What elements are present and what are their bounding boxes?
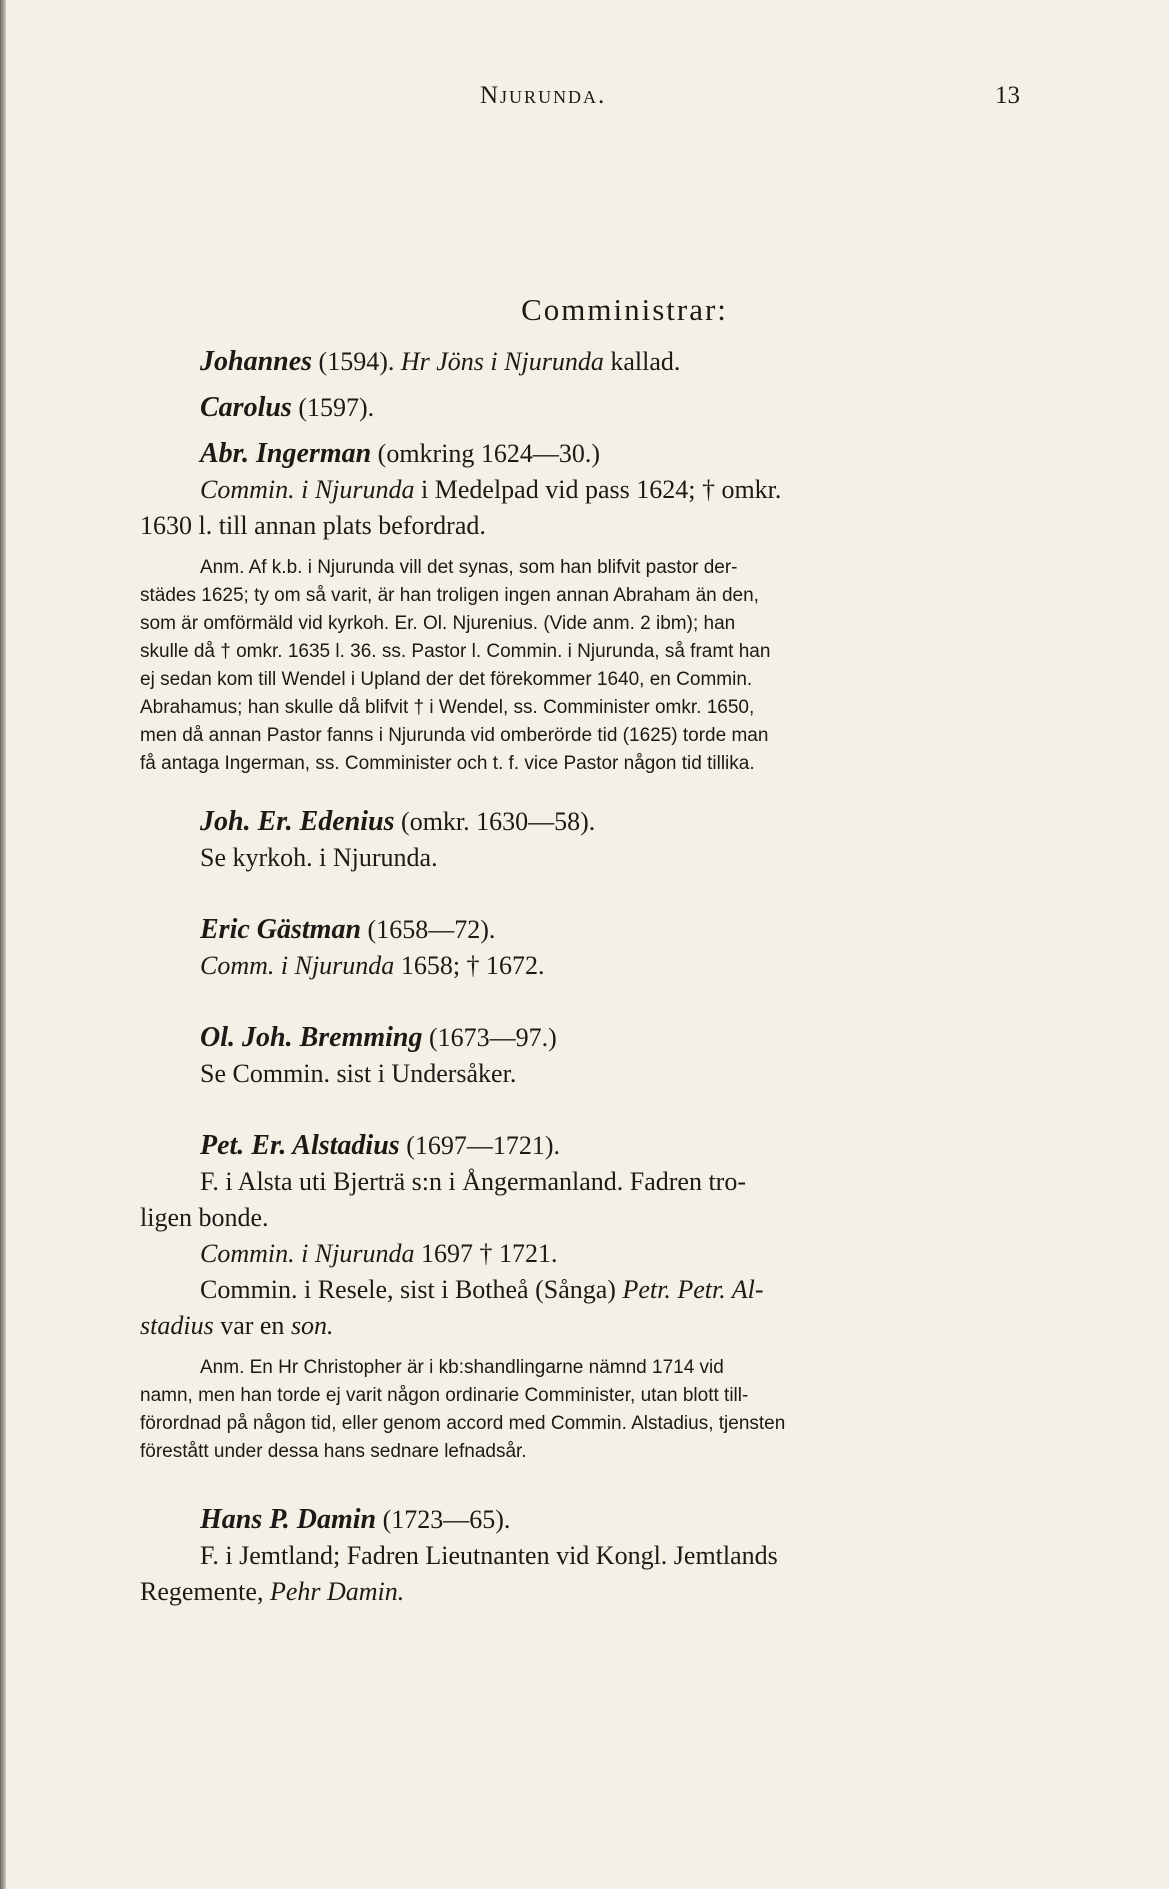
annotation-line: Anm. Af k.b. i Njurunda vill det synas, som han blifvit pastor der- (200, 557, 738, 578)
entry-ingerman (140, 436, 1030, 472)
entry-damin (140, 1502, 1030, 1538)
entry-line: Comm. i Njurunda 1658; † 1672. (200, 951, 545, 980)
annotation-line: städes 1625; ty om så varit, är han troligen ingen annan Abraham än den, (140, 585, 759, 606)
entry-line: ligen bonde. (140, 1203, 269, 1232)
entry-gastman (140, 912, 1030, 948)
annotation-line: förordnad på någon tid, eller genom accord med Commin. Alstadius, tjensten (140, 1413, 786, 1434)
entry-carolus (140, 390, 1030, 426)
entry-name: Johannes (200, 346, 313, 377)
entry-line: 1630 l. till annan plats befordrad. (140, 511, 486, 540)
entry-line: Commin. i Njurunda i Medelpad vid pass 1624; † omkr. (200, 475, 782, 504)
annotation-line: förestått under dessa hans sednare lefnadsår. (140, 1441, 527, 1462)
running-head-title: Njurunda. (480, 82, 607, 109)
entry-dates: (omkr. 1630—58). (394, 807, 596, 836)
entry-name: Pet. Er. Alstadius (200, 1130, 400, 1161)
annotation-line: namn, men han torde ej varit någon ordinarie Comminister, utan blott till- (140, 1385, 749, 1406)
page-edge (0, 0, 6, 1889)
entry-dates: (1594). (312, 347, 401, 376)
entry-name: Eric Gästman (200, 914, 362, 945)
annotation-line: som är omförmäld vid kyrkoh. Er. Ol. Njurenius. (Vide anm. 2 ibm); han (140, 613, 736, 634)
entry-johannes (140, 344, 1030, 380)
annotation-line: Abrahamus; han skulle då blifvit † i Wendel, ss. Comminister omkr. 1650, (140, 697, 755, 718)
entry-dates: (1658—72). (361, 915, 496, 944)
annotation-line: skulle då † omkr. 1635 l. 36. ss. Pastor l. Commin. i Njurunda, så framt han (140, 641, 771, 662)
annotation (140, 554, 1030, 778)
entry-line: Commin. i Njurunda 1697 † 1721. (200, 1239, 558, 1268)
page-number: 13 (995, 82, 1020, 109)
running-head (140, 82, 1020, 122)
entry-name: Ol. Joh. Bremming (200, 1022, 423, 1053)
entry-dates: (1673—97.) (422, 1023, 557, 1052)
entry-dates: (1697—1721). (399, 1131, 561, 1160)
entry-note-end: kallad. (603, 347, 681, 376)
annotation-line: men då annan Pastor fanns i Njurunda vid omberörde tid (1625) torde man (140, 725, 769, 746)
entry-name: Joh. Er. Edenius (200, 806, 395, 837)
entry-name: Carolus (200, 392, 292, 423)
entry-line: Commin. i Resele, sist i Botheå (Sånga) Petr. Petr. Al- (200, 1275, 764, 1304)
entry-alstadius (140, 1128, 1030, 1164)
entry-dates: (1723—65). (376, 1505, 511, 1534)
entry-line: Se Commin. sist i Undersåker. (200, 1059, 517, 1088)
entry-name: Abr. Ingerman (200, 438, 372, 469)
entry-dates: (1597). (291, 393, 375, 422)
entry-line: Se kyrkoh. i Njurunda. (200, 843, 438, 872)
entry-line: stadius var en son. (140, 1311, 334, 1340)
annotation-line: Anm. En Hr Christopher är i kb:shandlingarne nämnd 1714 vid (200, 1357, 724, 1378)
entry-line: F. i Alsta uti Bjerträ s:n i Ångermanland. Fadren tro- (200, 1167, 746, 1196)
entry-name: Hans P. Damin (200, 1504, 377, 1535)
entry-dates: (omkring 1624—30.) (371, 439, 601, 468)
section-title: Comministrar: (521, 292, 728, 327)
entry-bremming (140, 1020, 1030, 1056)
entry-line: Regemente, Pehr Damin. (140, 1577, 405, 1606)
entries (140, 344, 1030, 1610)
annotation (140, 1354, 1030, 1466)
entry-note: Hr Jöns i Njurunda (400, 347, 604, 376)
annotation-line: ej sedan kom till Wendel i Upland der det förekommer 1640, en Commin. (140, 669, 753, 690)
entry-edenius (140, 804, 1030, 840)
entry-line: F. i Jemtland; Fadren Lieutnanten vid Kongl. Jemtlands (200, 1541, 778, 1570)
annotation-line: få antaga Ingerman, ss. Comminister och t. f. vice Pastor någon tid tillika. (140, 753, 755, 774)
